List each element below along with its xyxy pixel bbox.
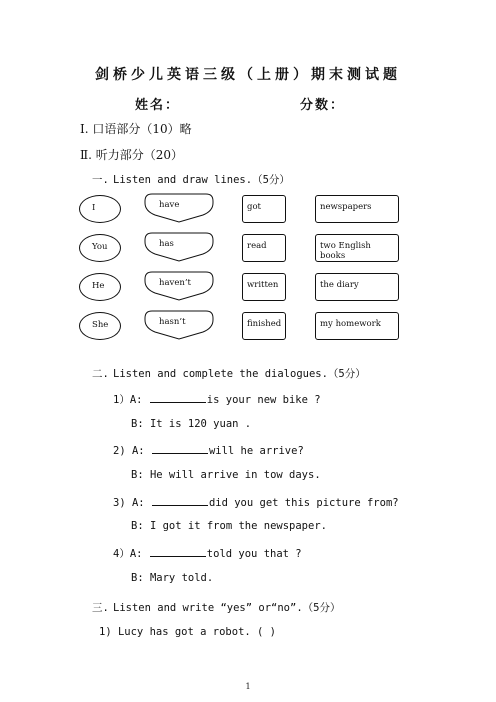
participle-box[interactable]: [242, 195, 286, 223]
part2-heading: Ⅱ. 听力部分（20）: [80, 148, 184, 162]
dialogue-a-line: [113, 546, 302, 561]
object-box[interactable]: [315, 312, 399, 340]
dialogue-a-line: [113, 443, 304, 457]
participle-label: written: [247, 280, 279, 290]
section2-number: 二.: [92, 368, 109, 380]
participle-box[interactable]: [242, 312, 286, 340]
participle-label: read: [247, 241, 267, 251]
answer-blank[interactable]: [150, 392, 206, 403]
verb-label: hasn’t: [159, 317, 186, 327]
pronoun-oval[interactable]: [79, 273, 121, 301]
dialogue-b-line: B: I got it from the newspaper.: [131, 520, 327, 532]
object-box[interactable]: [315, 234, 399, 262]
pronoun-label: He: [92, 281, 105, 291]
heart-shape[interactable]: [143, 193, 215, 223]
pronoun-oval[interactable]: [79, 234, 121, 262]
answer-blank[interactable]: [150, 546, 206, 557]
score-label: 分数：: [300, 98, 346, 113]
verb-label: has: [159, 239, 174, 249]
dialogue-a-line: [113, 392, 321, 407]
heart-shape[interactable]: [143, 310, 215, 340]
dialogue-a-prefix: 1）A:: [113, 394, 143, 406]
object-label: newspapers: [320, 202, 372, 212]
name-label: 姓名：: [135, 98, 181, 113]
answer-blank[interactable]: [152, 443, 208, 454]
section1-instruction: Listen and draw lines.（5分）: [113, 174, 290, 186]
answer-blank[interactable]: [152, 495, 208, 506]
participle-label: got: [247, 202, 261, 212]
page-title: 剑桥少儿英语三级（上册）期末测试题: [95, 67, 401, 83]
object-box[interactable]: [315, 273, 399, 301]
participle-label: finished: [247, 319, 282, 329]
part1-heading: Ⅰ. 口语部分（10）略: [80, 122, 192, 136]
verb-label: haven’t: [159, 278, 191, 288]
pronoun-label: You: [92, 242, 108, 252]
dialogue-b-line: B: He will arrive in tow days.: [131, 469, 321, 481]
object-label: my homework: [320, 319, 381, 329]
pronoun-oval[interactable]: [79, 195, 121, 223]
participle-box[interactable]: [242, 234, 286, 262]
section3-instruction: Listen and write “yes” or“no”.（5分）: [113, 602, 341, 614]
heart-shape[interactable]: [143, 271, 215, 301]
dialogue-a-line: [113, 495, 399, 509]
heart-outline: [143, 232, 215, 262]
dialogue-a-rest: is your new bike ?: [206, 394, 321, 406]
dialogue-b-line: B: Mary told.: [131, 572, 214, 584]
pronoun-label: I: [92, 203, 96, 213]
dialogue-b-line: B: It is 120 yuan .: [131, 418, 252, 430]
section2-instruction: Listen and complete the dialogues.（5分）: [113, 368, 366, 380]
object-box[interactable]: [315, 195, 399, 223]
yes-no-item: 1) Lucy has got a robot. ( ): [99, 626, 277, 638]
dialogue-a-rest: did you get this picture from?: [208, 497, 399, 509]
section1-number: 一.: [92, 174, 109, 186]
dialogue-a-rest: will he arrive?: [208, 445, 304, 457]
pronoun-label: She: [92, 320, 109, 330]
dialogue-a-prefix: 2) A:: [113, 445, 145, 457]
pronoun-oval[interactable]: [79, 312, 121, 340]
dialogue-a-rest: told you that ?: [206, 548, 302, 560]
participle-box[interactable]: [242, 273, 286, 301]
section3-number: 三.: [92, 602, 109, 614]
verb-label: have: [159, 200, 180, 210]
object-label: the diary: [320, 280, 359, 290]
page-number: 1: [245, 682, 251, 691]
dialogue-a-prefix: 4）A:: [113, 548, 143, 560]
heart-shape[interactable]: [143, 232, 215, 262]
object-label: two English books: [320, 241, 371, 261]
dialogue-a-prefix: 3) A:: [113, 497, 145, 509]
